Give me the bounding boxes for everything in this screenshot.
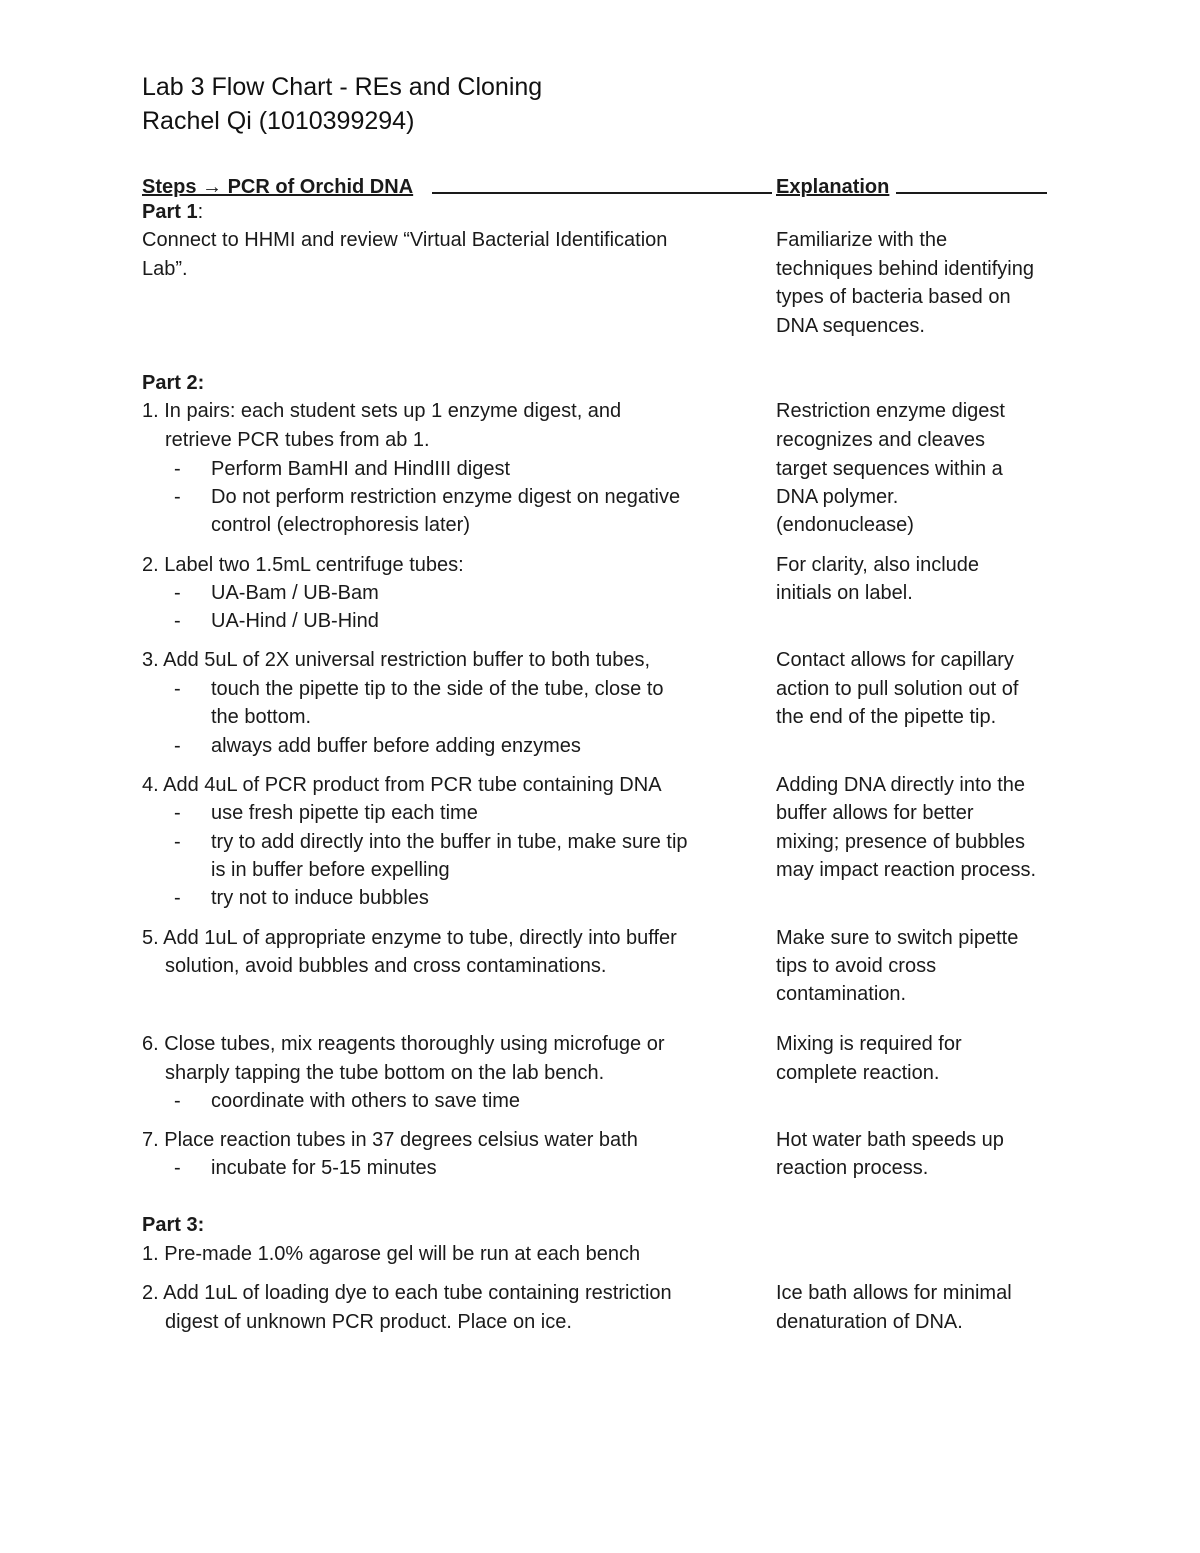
part3-heading: Part 3: <box>142 1214 205 1236</box>
part2-step4-bullet: try to add directly into the buffer in tube, make sure tip <box>211 831 688 853</box>
part2-step2-line: 2. Label two 1.5mL centrifuge tubes: <box>142 554 464 576</box>
part2-step1-explanation: recognizes and cleaves <box>776 429 986 451</box>
bullet-dash: - <box>174 458 181 480</box>
part2-step3-bullet: touch the pipette tip to the side of the tube, close to <box>211 678 664 700</box>
part1-heading: Part 1: <box>142 201 204 223</box>
part2-step7-explanation: reaction process. <box>776 1157 929 1179</box>
steps-header: Steps → PCR of Orchid DNA <box>142 176 414 198</box>
part2-step6-line: sharply tapping the tube bottom on the lab bench. <box>165 1062 605 1084</box>
part2-step6-explanation: Mixing is required for <box>776 1033 962 1055</box>
bullet-dash: - <box>174 486 181 508</box>
bullet-dash: - <box>174 678 181 700</box>
bullet-dash: - <box>174 887 181 909</box>
part2-step6-explanation: complete reaction. <box>776 1062 940 1084</box>
part2-step3-explanation: the end of the pipette tip. <box>776 706 997 728</box>
part3-step2-explanation: Ice bath allows for minimal <box>776 1282 1012 1304</box>
part2-step1-explanation: target sequences within a <box>776 458 1003 480</box>
steps-header-rule <box>432 192 772 194</box>
explanation-header: Explanation <box>776 176 890 198</box>
part2-heading: Part 2: <box>142 372 205 394</box>
part2-step1-explanation: DNA polymer. <box>776 486 899 508</box>
part2-step3-line: 3. Add 5uL of 2X universal restriction buffer to both tubes, <box>142 649 651 671</box>
part2-step7-explanation: Hot water bath speeds up <box>776 1129 1004 1151</box>
part2-step4-bullet: is in buffer before expelling <box>211 859 450 881</box>
part2-step5-explanation: Make sure to switch pipette <box>776 927 1019 949</box>
part3-step2-explanation: denaturation of DNA. <box>776 1311 963 1333</box>
part2-step1-explanation: Restriction enzyme digest <box>776 400 1005 422</box>
part2-step4-explanation: may impact reaction process. <box>776 859 1037 881</box>
part2-step3-explanation: action to pull solution out of <box>776 678 1019 700</box>
part2-step7-line: 7. Place reaction tubes in 37 degrees celsius water bath <box>142 1129 638 1151</box>
part2-step4-explanation: Adding DNA directly into the <box>776 774 1026 796</box>
part2-step2-explanation: initials on label. <box>776 582 913 604</box>
part2-step4-explanation: buffer allows for better <box>776 802 974 824</box>
part1-explanation-line: DNA sequences. <box>776 315 925 337</box>
part2-step2-explanation: For clarity, also include <box>776 554 980 576</box>
part2-step4-explanation: mixing; presence of bubbles <box>776 831 1026 853</box>
part3-step2-line: 2. Add 1uL of loading dye to each tube containing restriction <box>142 1282 672 1304</box>
part1-step-line: Lab”. <box>142 258 188 280</box>
title-line-2: Rachel Qi (1010399294) <box>142 107 415 135</box>
part2-step3-bullet: the bottom. <box>211 706 312 728</box>
part2-step1-bullet: Perform BamHI and HindIII digest <box>211 458 511 480</box>
part1-explanation-line: types of bacteria based on <box>776 286 1011 308</box>
part2-step2-bullet: UA-Bam / UB-Bam <box>211 582 379 604</box>
part2-step5-line: solution, avoid bubbles and cross contaminations. <box>165 955 607 977</box>
bullet-dash: - <box>174 1157 181 1179</box>
part2-step3-explanation: Contact allows for capillary <box>776 649 1014 671</box>
part2-step6-line: 6. Close tubes, mix reagents thoroughly using microfuge or <box>142 1033 665 1055</box>
part2-step1-bullet: Do not perform restriction enzyme digest on negative <box>211 486 681 508</box>
part2-step5-explanation: tips to avoid cross <box>776 955 937 977</box>
document-title <box>142 70 542 138</box>
explanation-header-rule <box>896 192 1047 194</box>
part3-step2-line: digest of unknown PCR product. Place on ice. <box>165 1311 572 1333</box>
part2-step1-bullet: control (electrophoresis later) <box>211 514 470 536</box>
part1-step-line: Connect to HHMI and review “Virtual Bacterial Identification <box>142 229 668 251</box>
part2-step2-bullet: UA-Hind / UB-Hind <box>211 610 379 632</box>
part2-step7-bullet: incubate for 5-15 minutes <box>211 1157 437 1179</box>
part2-step6-bullet: coordinate with others to save time <box>211 1090 521 1112</box>
bullet-dash: - <box>174 802 181 824</box>
part2-step1-line: 1. In pairs: each student sets up 1 enzyme digest, and <box>142 400 622 422</box>
bullet-dash: - <box>174 582 181 604</box>
title-line-1: Lab 3 Flow Chart - REs and Cloning <box>142 73 543 101</box>
bullet-dash: - <box>174 610 181 632</box>
part1-explanation-line: Familiarize with the <box>776 229 948 251</box>
bullet-dash: - <box>174 1090 181 1112</box>
bullet-dash: - <box>174 735 181 757</box>
part2-step5-explanation: contamination. <box>776 983 907 1005</box>
part2-step4-bullet: use fresh pipette tip each time <box>211 802 478 824</box>
part3-step1-line: 1. Pre-made 1.0% agarose gel will be run at each bench <box>142 1243 641 1265</box>
part2-step4-bullet: try not to induce bubbles <box>211 887 429 909</box>
part2-step3-bullet: always add buffer before adding enzymes <box>211 735 581 757</box>
part2-step1-line: retrieve PCR tubes from ab 1. <box>165 429 430 451</box>
bullet-dash: - <box>174 831 181 853</box>
part2-step5-line: 5. Add 1uL of appropriate enzyme to tube, directly into buffer <box>142 927 677 949</box>
part2-step1-explanation: (endonuclease) <box>776 514 914 536</box>
part2-step4-line: 4. Add 4uL of PCR product from PCR tube containing DNA <box>142 774 662 796</box>
part1-explanation-line: techniques behind identifying <box>776 258 1034 280</box>
